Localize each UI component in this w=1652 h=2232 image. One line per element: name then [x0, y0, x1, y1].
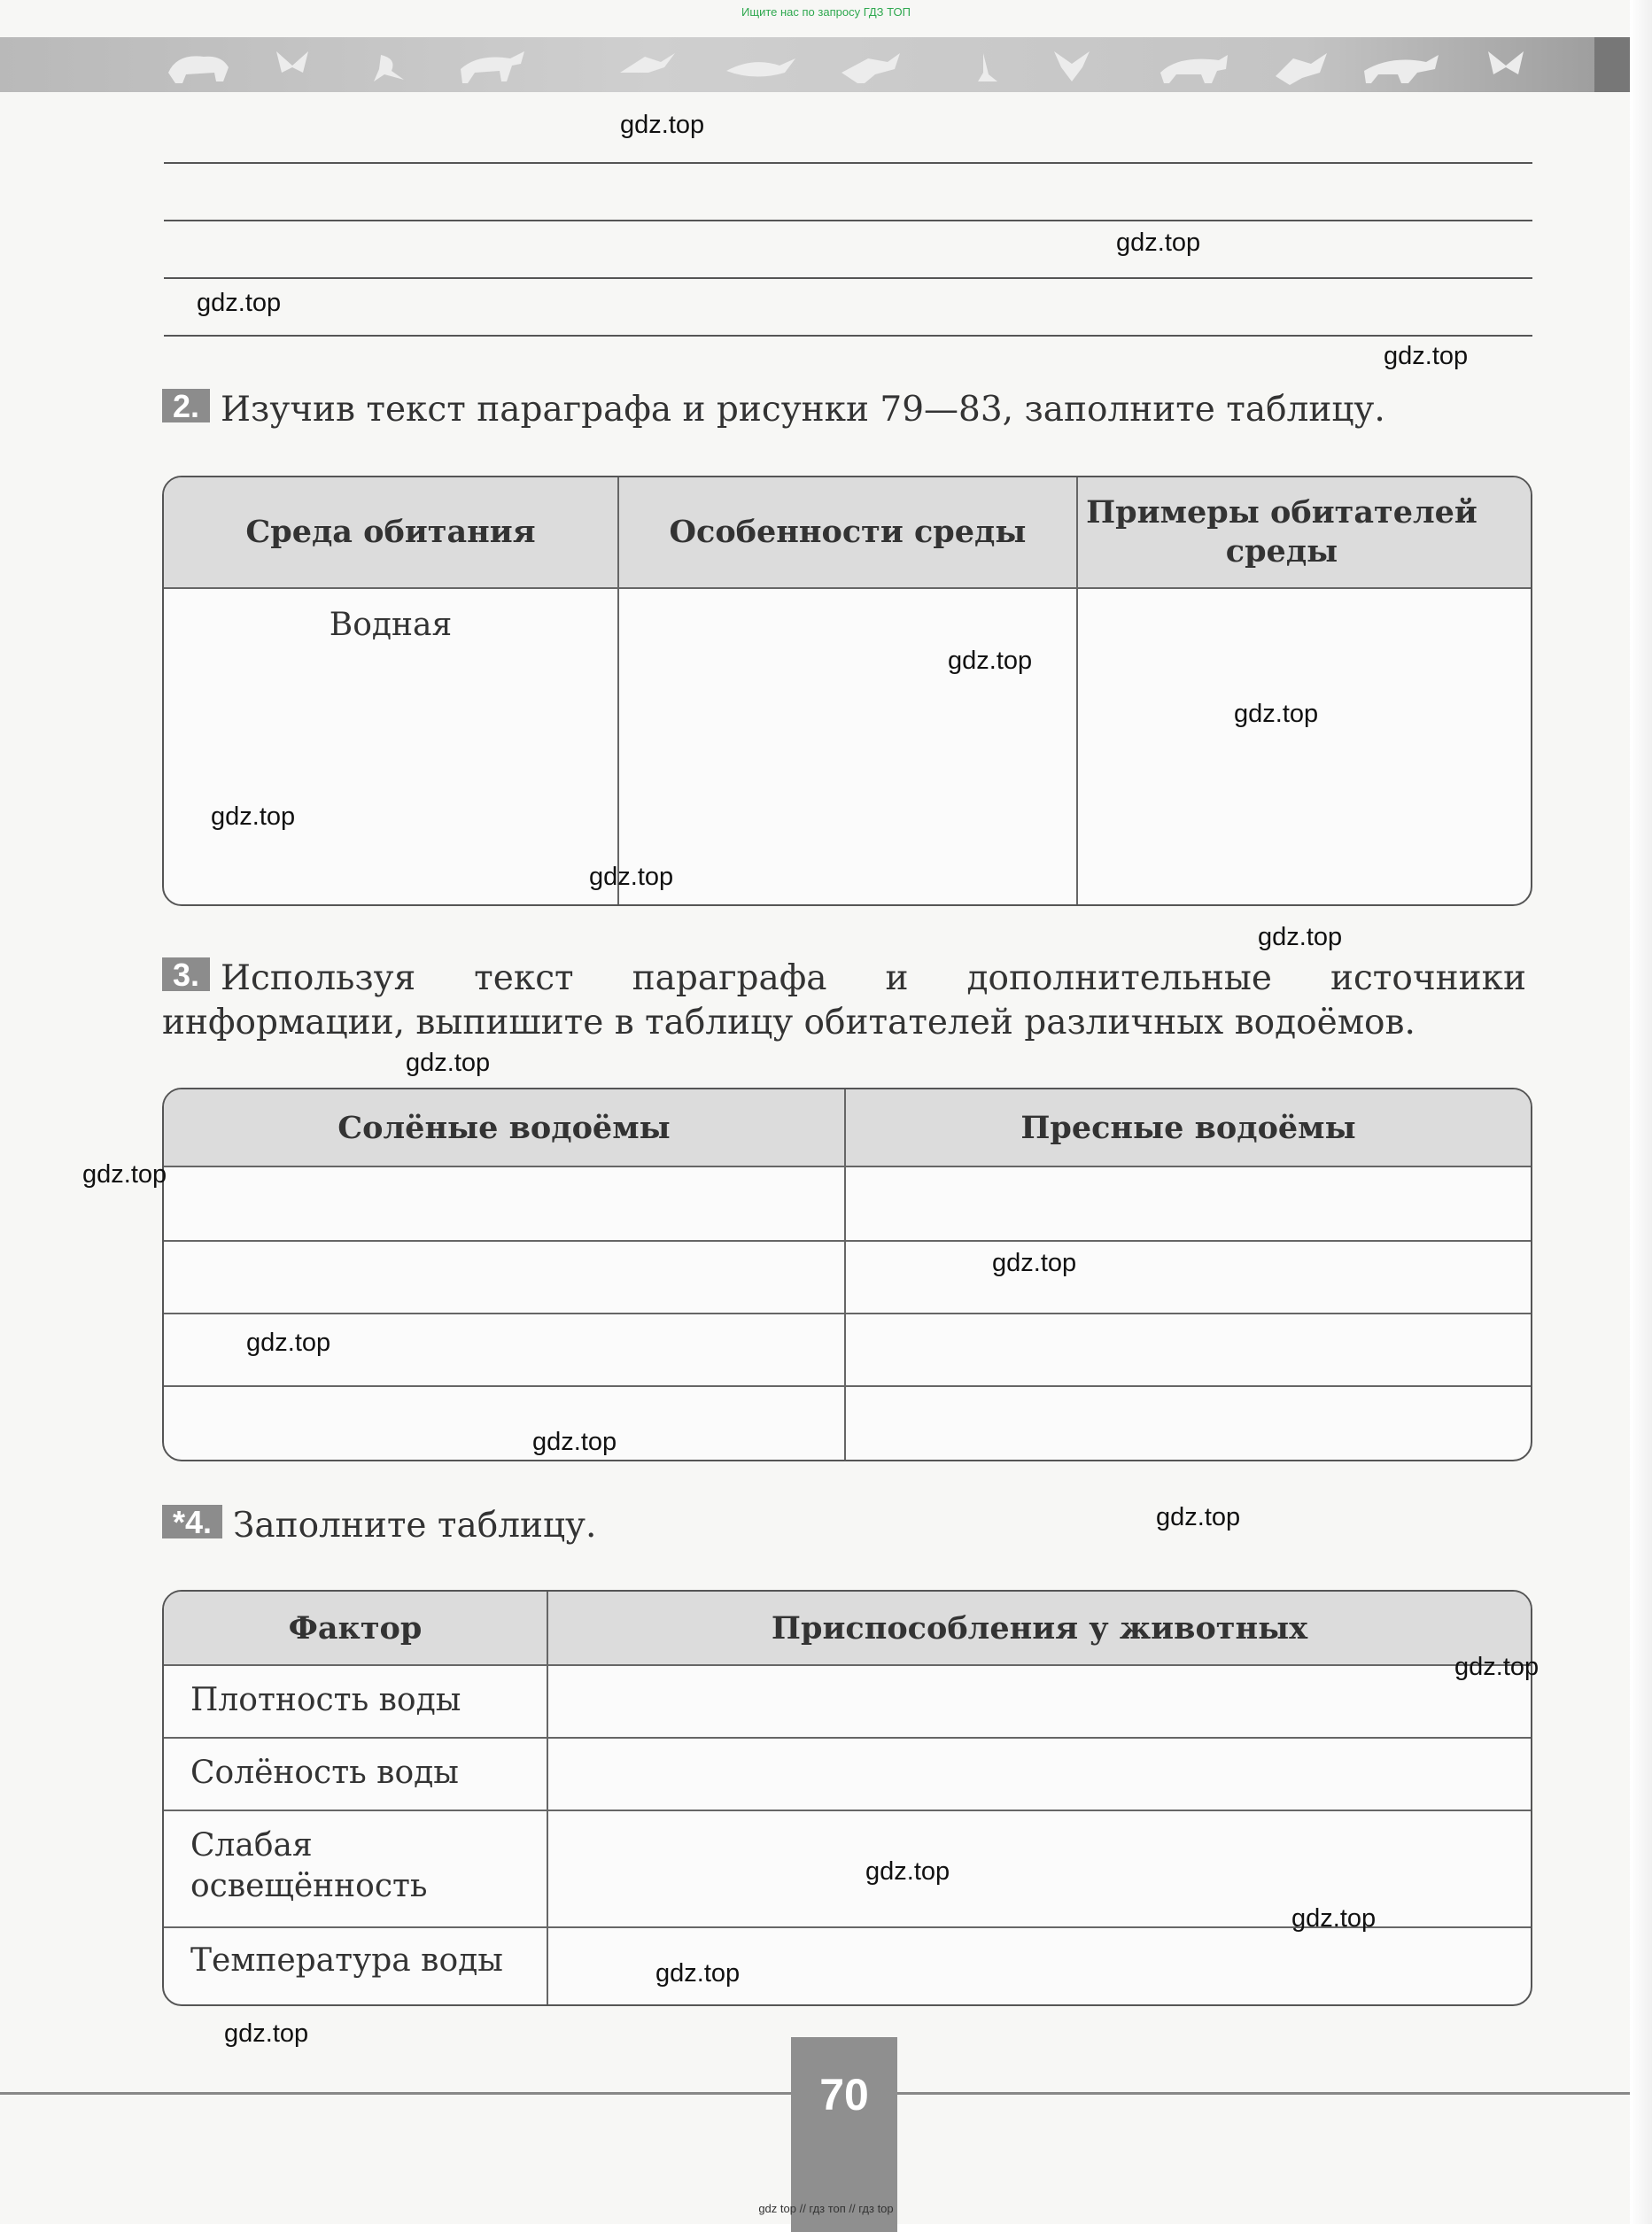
watermark: gdz.top: [1291, 1904, 1377, 1933]
answer-line-2[interactable]: [164, 220, 1532, 221]
watermark: gdz.top: [532, 1428, 617, 1456]
task-3-text: Используя текст параграфа и дополнительные источники информации, выпишите в таблицу обитателей различных водоёмов.: [162, 958, 1526, 1042]
task-2-col-habitat: Среда обитания: [245, 514, 536, 550]
watermark: gdz.top: [406, 1049, 491, 1077]
task-4-cell-density-answer[interactable]: [554, 1668, 1519, 1735]
page-edge: [1630, 0, 1652, 2224]
watermark: gdz.top: [224, 2019, 309, 2048]
watermark: gdz.top: [589, 863, 674, 891]
task-4-prompt: [162, 1504, 596, 1548]
task-4-row-salinity: Солёность воды: [190, 1755, 459, 1791]
task-2-cell-habitat: Водная: [329, 607, 453, 643]
answer-line-3[interactable]: [164, 277, 1532, 279]
task-3-prompt: [162, 957, 1526, 1045]
task-2-number: 2.: [162, 389, 210, 422]
task-4-col-adaptations: Приспособления у животных: [771, 1610, 1308, 1647]
watermark: gdz.top: [1156, 1503, 1241, 1531]
task-4-row-light: Слабая освещённость: [190, 1827, 428, 1904]
watermark: gdz.top: [948, 647, 1033, 675]
task-4-col-factor: Фактор: [288, 1610, 423, 1647]
page-number: 70: [791, 2037, 897, 2232]
task-2-cell-examples[interactable]: [1085, 593, 1519, 894]
answer-line-4[interactable]: [164, 335, 1532, 337]
watermark: gdz.top: [1258, 923, 1343, 951]
task-4-table: [162, 1590, 1532, 2006]
bottom-caption[interactable]: gdz top // гдз топ // гдз top: [758, 2202, 894, 2215]
banner-edge: [1594, 37, 1630, 92]
watermark: gdz.top: [655, 1959, 741, 1988]
animal-silhouettes-icon: [159, 46, 1541, 87]
task-4-row-density: Плотность воды: [190, 1682, 461, 1718]
task-2-table: [162, 476, 1532, 906]
task-2-col-features: Особенности среды: [669, 514, 1027, 550]
watermark: gdz.top: [1384, 342, 1469, 370]
watermark: gdz.top: [246, 1329, 331, 1357]
watermark: gdz.top: [1234, 700, 1319, 728]
task-4-text: Заполните таблицу.: [233, 1506, 597, 1546]
watermark: gdz.top: [1116, 229, 1201, 257]
task-2-text: Изучив текст параграфа и рисунки 79—83, заполните таблицу.: [221, 390, 1385, 430]
watermark: gdz.top: [1454, 1653, 1540, 1681]
watermark: gdz.top: [865, 1857, 950, 1886]
watermark: gdz.top: [211, 802, 296, 831]
task-3-col-salt: Солёные водоёмы: [337, 1110, 671, 1146]
watermark: gdz.top: [620, 111, 705, 139]
task-2-cell-features[interactable]: [624, 593, 1067, 894]
answer-line-1[interactable]: [164, 162, 1532, 164]
task-2-prompt: [162, 388, 1385, 432]
watermark: gdz.top: [82, 1160, 167, 1189]
task-4-row-temperature: Температура воды: [190, 1942, 503, 1979]
task-4-cell-salinity-answer[interactable]: [554, 1740, 1519, 1808]
watermark: gdz.top: [197, 289, 282, 317]
task-3-number: 3.: [162, 957, 210, 991]
watermark: gdz.top: [992, 1249, 1077, 1277]
task-2-col-examples: Примеры обитателей среды: [1086, 494, 1477, 570]
task-3-table: [162, 1088, 1532, 1461]
task-4-number: *4.: [162, 1505, 222, 1538]
task-3-col-fresh: Пресные водоёмы: [1020, 1110, 1356, 1146]
top-caption[interactable]: Ищите нас по запросу ГДЗ ТОП: [741, 5, 911, 19]
